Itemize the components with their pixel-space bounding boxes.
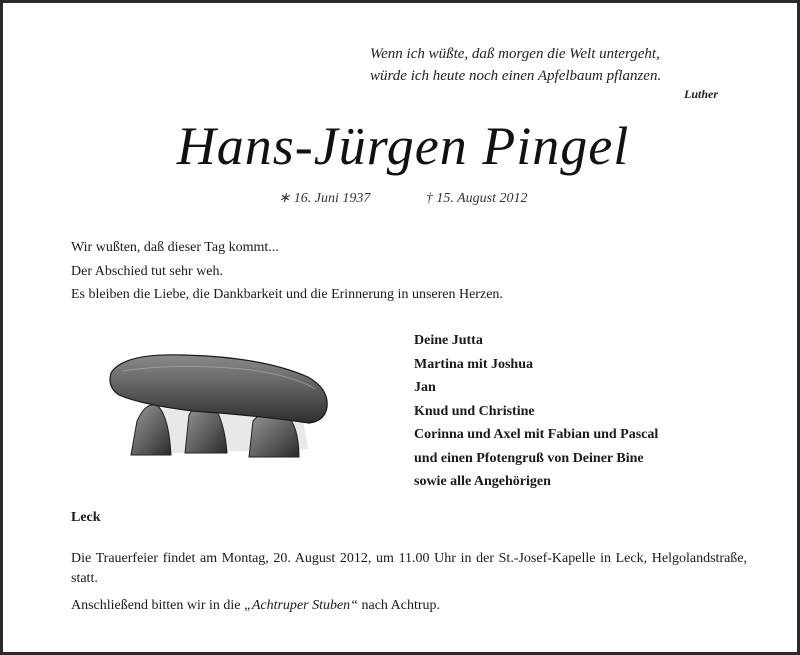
location: Leck xyxy=(71,510,101,525)
death-date: † 15. August 2012 xyxy=(425,191,528,206)
dolmen-stone-icon xyxy=(103,349,338,459)
memorial-verse xyxy=(71,236,631,307)
quote-line: Wenn ich wüßte, daß morgen die Welt untergeht, xyxy=(370,46,660,62)
verse-line: Wir wußten, daß dieser Tag kommt... xyxy=(71,240,279,255)
reception-text-before: Anschließend bitten wir in die xyxy=(71,598,245,613)
verse-line: Der Abschied tut sehr weh. xyxy=(71,263,224,279)
reception-notice xyxy=(71,598,747,614)
mourner-entry: Deine Jutta xyxy=(414,333,483,348)
reception-venue: „Achtruper Stuben“ xyxy=(244,598,358,613)
mourner-entry: sowie alle Angehörigen xyxy=(414,474,551,489)
birth-date: ∗ 16. Juni 1937 xyxy=(278,191,371,206)
mourners-list xyxy=(414,329,754,494)
mourner-entry: Jan xyxy=(414,380,436,395)
mourner-entry: Martina mit Joshua xyxy=(414,356,533,372)
deceased-name: Hans-Jürgen Pingel xyxy=(176,116,630,176)
mourner-entry: Corinna und Axel mit Fabian und Pascal xyxy=(414,427,659,442)
verse-line: Es bleiben die Liebe, die Dankbarkeit und die Erinnerung in unseren Herzen. xyxy=(71,287,503,302)
quote-block xyxy=(370,43,720,87)
mourner-entry: Knud und Christine xyxy=(414,403,535,419)
quote-line: würde ich heute noch einen Apfelbaum pflanzen. xyxy=(370,68,662,84)
quote-author: Luther xyxy=(683,87,718,101)
service-notice: Die Trauerfeier findet am Montag, 20. August 2012, um 11.00 Uhr in der St.-Josef-Kapelle in Leck, Helgolandstraße, statt. xyxy=(71,551,747,586)
life-dates xyxy=(3,190,800,207)
obituary-card xyxy=(3,3,797,652)
reception-text-after: nach Achtrup. xyxy=(357,598,441,613)
mourner-entry: und einen Pfotengruß von Deiner Bine xyxy=(414,450,644,466)
